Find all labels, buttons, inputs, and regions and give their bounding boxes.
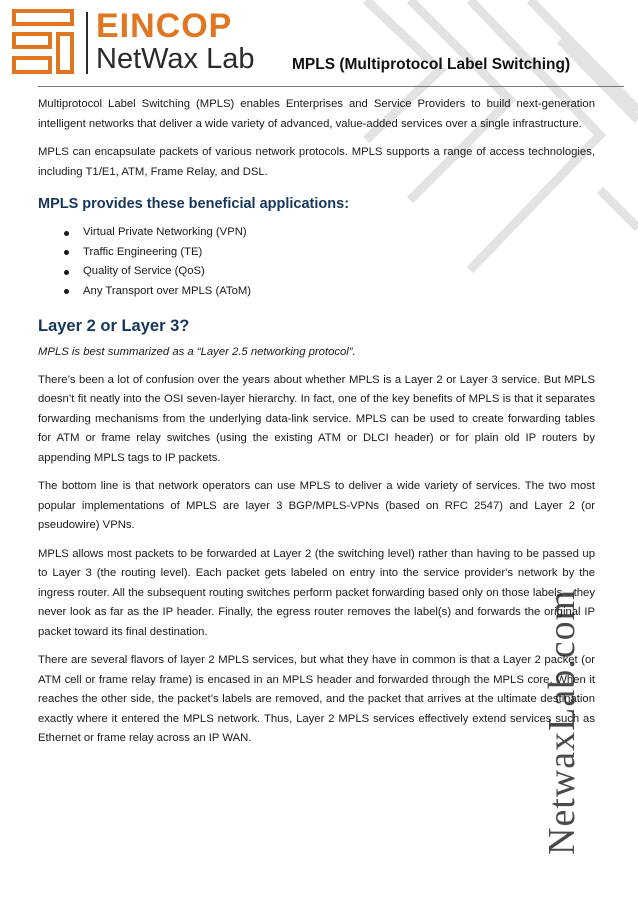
list-item: Any Transport over MPLS (AToM) bbox=[83, 282, 595, 302]
eincop-logo-icon bbox=[12, 9, 74, 75]
layer-paragraph-4: There are several flavors of layer 2 MPLS services, but what they have in common is that a Layer 2 packet (or ATM cell or frame relay frame) is encased in an MPLS header and forwarded through the MPLS core. When it reaches the other side, the packet’s labels are removed, and the packet that arrives at the ultimate destination exactly where it entered the MPLS network. Thus, Layer 2 MPLS services effectively extend services such as Ethernet or frame relay across an IP WAN. bbox=[38, 654, 595, 745]
intro-paragraph-1: Multiprotocol Label Switching (MPLS) enables Enterprises and Service Providers to build next-generation intelligent networks that deliver a wide variety of advanced, value-added services over a single infrastructure. bbox=[38, 98, 595, 130]
side-watermark-text: NetwaxLab.com bbox=[541, 589, 583, 855]
applications-list bbox=[38, 223, 595, 301]
logo-divider bbox=[86, 12, 88, 74]
list-item: Traffic Engineering (TE) bbox=[83, 243, 595, 263]
document-body bbox=[38, 95, 595, 758]
list-item: Virtual Private Networking (VPN) bbox=[83, 223, 595, 243]
layer-paragraph-2: The bottom line is that network operators can use MPLS to deliver a wide variety of services. The two most popular implementations of MPLS are layer 3 BGP/MPLS-VPNs (based on RFC 2547) and Layer 2 (or pseudowire) VPNs. bbox=[38, 480, 595, 532]
layer-paragraph-1: There’s been a lot of confusion over the years about whether MPLS is a Layer 2 or Layer 3 service. But MPLS doesn’t fit neatly into the OSI seven-layer hierarchy. In fact, one of the key benefits of MPLS is that it separates forwarding mechanisms from the underlying data-link service. MPLS can be used to create forwarding tables for ATM or frame relay switches (using the existing ATM or DLCI header) or for plain old IP routers by appending MPLS tags to IP packets. bbox=[38, 373, 595, 464]
applications-heading: MPLS provides these beneficial applications: bbox=[38, 196, 350, 212]
intro-paragraph-2: MPLS can encapsulate packets of various network protocols. MPLS supports a range of access technologies, including T1/E1, ATM, Frame Relay, and DSL. bbox=[38, 146, 595, 178]
list-item: Quality of Service (QoS) bbox=[83, 262, 595, 282]
brand-subtitle: NetWax Lab bbox=[96, 43, 255, 75]
layer-section-heading: Layer 2 or Layer 3? bbox=[38, 317, 190, 336]
brand-name: EINCOP bbox=[96, 7, 233, 45]
document-title: MPLS (Multiprotocol Label Switching) bbox=[292, 56, 571, 73]
layer-paragraph-3: MPLS allows most packets to be forwarded at Layer 2 (the switching level) rather than having to be passed up to Layer 3 (the routing level). Each packet gets labeled on entry into the service provider's network by the ingress router. All the subsequent routing switches perform packet forwarding based only on those labels—they never look as far as the IP header. Finally, the egress router removes the label(s) and forwards the original IP packet toward its final destination. bbox=[38, 547, 595, 638]
header-rule bbox=[38, 86, 624, 87]
layer-summary: MPLS is best summarized as a “Layer 2.5 networking protocol”. bbox=[38, 346, 356, 359]
